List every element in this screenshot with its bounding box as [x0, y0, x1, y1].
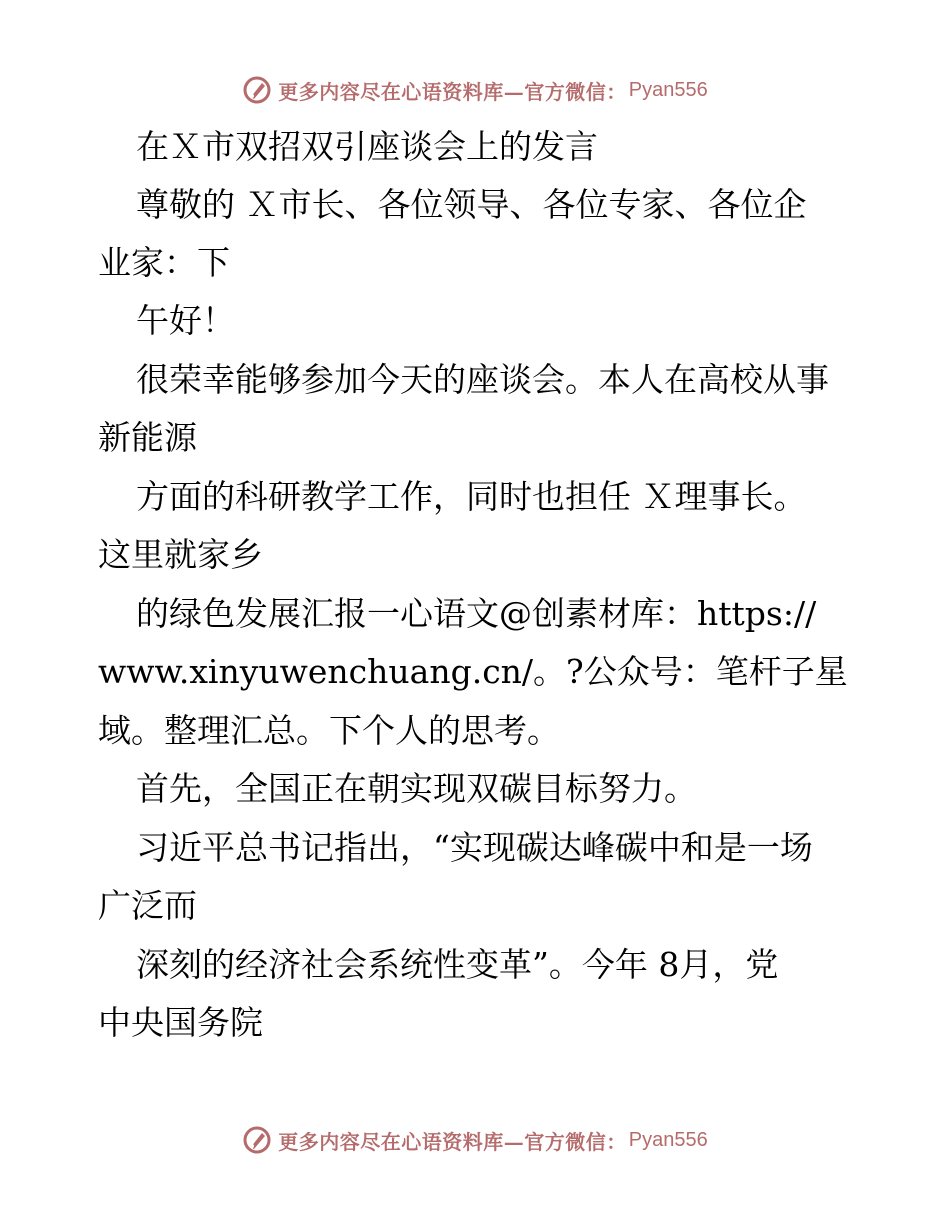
footer-banner-text: 更多内容尽在心语资料库—官方微信： [278, 1129, 627, 1154]
footer-banner-id: Pyan556 [628, 1128, 708, 1151]
document-line: 的绿色发展汇报一心语文@创素材库：https:// [136, 594, 817, 633]
document-line: 深刻的经济社会系统性变革”。今年 8月，党 [136, 945, 779, 984]
document-line: 很荣幸能够参加今天的座谈会。本人在高校从事 [136, 360, 829, 399]
pen-seal-logo-icon [242, 1125, 272, 1155]
document-line: 方面的科研教学工作，同时也担任 Ｘ理事长。 [136, 477, 807, 516]
document-line: 业家：下 [98, 243, 230, 282]
document-line: 午好！ [136, 301, 235, 340]
document-line: 习近平总书记指出，“实现碳达峰碳中和是一场 [136, 828, 813, 867]
document-line: 中央国务院 [98, 1003, 263, 1042]
header-banner-text: 更多内容尽在心语资料库—官方微信： [278, 79, 627, 104]
document-line: 首先，全国正在朝实现双碳目标努力。 [136, 769, 697, 808]
document-line: 新能源 [98, 418, 197, 457]
document-title: 在Ｘ市双招双引座谈会上的发言 [136, 127, 598, 166]
footer-banner [0, 1120, 950, 1160]
document-line: www.xinyuwenchuang.cn/。?公众号：笔杆子星 [98, 652, 848, 691]
document-line: 域。整理汇总。下个人的思考。 [98, 711, 560, 750]
document-line: 这里就家乡 [98, 535, 263, 574]
document-line: 尊敬的 Ｘ市长、各位领导、各位专家、各位企 [136, 185, 807, 224]
header-banner-id: Pyan556 [628, 78, 708, 101]
pen-seal-logo-icon [242, 75, 272, 105]
header-banner [0, 70, 950, 110]
document-line: 广泛而 [98, 886, 197, 925]
